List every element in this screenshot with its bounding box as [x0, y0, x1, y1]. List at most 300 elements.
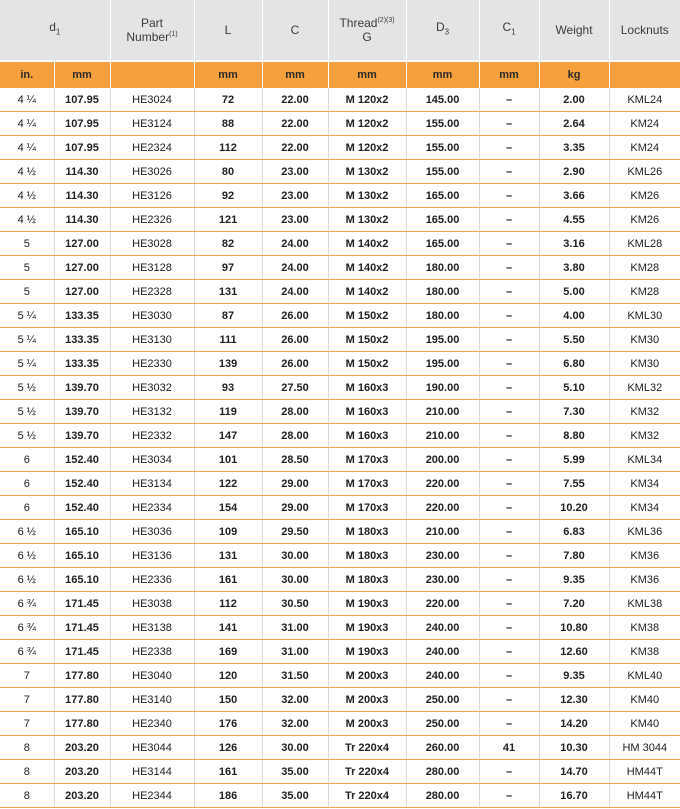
cell-d1-mm: 127.00	[54, 256, 110, 280]
cell-locknut: KM30	[609, 328, 680, 352]
cell-part-number: HE3032	[110, 376, 194, 400]
cell-l: 147	[194, 424, 262, 448]
cell-thread: M 190x3	[328, 616, 406, 640]
cell-d1-in: 6	[0, 496, 54, 520]
cell-weight: 12.30	[539, 688, 609, 712]
cell-part-number: HE2338	[110, 640, 194, 664]
cell-thread: M 190x3	[328, 640, 406, 664]
cell-d1-in: 5	[0, 280, 54, 304]
cell-c: 26.00	[262, 328, 328, 352]
table-row	[0, 688, 680, 712]
unit-cell: kg	[539, 61, 609, 88]
cell-thread: M 180x3	[328, 568, 406, 592]
cell-d1-in: 4 ¼	[0, 136, 54, 160]
cell-c1: –	[479, 616, 539, 640]
cell-d3: 180.00	[406, 256, 479, 280]
cell-part-number: HE2340	[110, 712, 194, 736]
cell-l: 82	[194, 232, 262, 256]
cell-c1: –	[479, 760, 539, 784]
cell-d3: 280.00	[406, 760, 479, 784]
cell-weight: 14.20	[539, 712, 609, 736]
cell-thread: M 170x3	[328, 472, 406, 496]
header-row	[0, 0, 680, 61]
cell-d3: 220.00	[406, 472, 479, 496]
cell-c: 23.00	[262, 184, 328, 208]
cell-d3: 195.00	[406, 352, 479, 376]
cell-d1-mm: 133.35	[54, 304, 110, 328]
cell-l: 131	[194, 280, 262, 304]
table-row	[0, 328, 680, 352]
cell-weight: 5.10	[539, 376, 609, 400]
cell-d1-mm: 107.95	[54, 88, 110, 112]
cell-c: 24.00	[262, 256, 328, 280]
cell-part-number: HE2336	[110, 568, 194, 592]
cell-locknut: KM28	[609, 256, 680, 280]
cell-weight: 12.60	[539, 640, 609, 664]
cell-c: 28.50	[262, 448, 328, 472]
cell-part-number: HE3036	[110, 520, 194, 544]
cell-c1: –	[479, 568, 539, 592]
cell-l: 80	[194, 160, 262, 184]
header-d1: $d_1$	[0, 0, 110, 61]
cell-thread: M 170x3	[328, 448, 406, 472]
header-d3: $D_3$	[406, 0, 479, 61]
cell-part-number: HE3030	[110, 304, 194, 328]
cell-d3: 195.00	[406, 328, 479, 352]
cell-d1-mm: 152.40	[54, 496, 110, 520]
cell-d1-mm: 203.20	[54, 760, 110, 784]
cell-c: 28.00	[262, 424, 328, 448]
cell-l: 119	[194, 400, 262, 424]
cell-c: 32.00	[262, 712, 328, 736]
cell-c: 23.00	[262, 160, 328, 184]
cell-l: 126	[194, 736, 262, 760]
cell-c1: –	[479, 256, 539, 280]
cell-d3: 250.00	[406, 712, 479, 736]
cell-weight: 3.16	[539, 232, 609, 256]
cell-l: 139	[194, 352, 262, 376]
cell-thread: M 150x2	[328, 328, 406, 352]
cell-locknut: KML40	[609, 664, 680, 688]
unit-cell: mm	[194, 61, 262, 88]
cell-d1-mm: 107.95	[54, 112, 110, 136]
cell-d1-in: 4 ¼	[0, 88, 54, 112]
cell-locknut: KM26	[609, 184, 680, 208]
cell-l: 97	[194, 256, 262, 280]
cell-d3: 250.00	[406, 688, 479, 712]
cell-d3: 165.00	[406, 184, 479, 208]
cell-c1: –	[479, 712, 539, 736]
cell-d1-in: 6	[0, 472, 54, 496]
cell-thread: M 200x3	[328, 712, 406, 736]
cell-weight: 9.35	[539, 664, 609, 688]
table-row	[0, 352, 680, 376]
cell-d1-mm: 171.45	[54, 640, 110, 664]
table-row	[0, 568, 680, 592]
cell-d1-in: 6 ½	[0, 520, 54, 544]
cell-thread: M 120x2	[328, 136, 406, 160]
cell-d1-mm: 133.35	[54, 328, 110, 352]
cell-thread: M 200x3	[328, 688, 406, 712]
cell-d1-mm: 171.45	[54, 616, 110, 640]
cell-part-number: HE3044	[110, 736, 194, 760]
table-row	[0, 520, 680, 544]
table-row	[0, 784, 680, 808]
cell-c: 28.00	[262, 400, 328, 424]
unit-cell	[110, 61, 194, 88]
cell-c: 31.00	[262, 640, 328, 664]
header-locknuts: Locknuts	[609, 0, 680, 61]
cell-weight: 8.80	[539, 424, 609, 448]
cell-d1-in: 4 ¼	[0, 112, 54, 136]
cell-d1-mm: 177.80	[54, 712, 110, 736]
table-row	[0, 736, 680, 760]
cell-c1: –	[479, 664, 539, 688]
cell-locknut: HM44T	[609, 760, 680, 784]
table-row	[0, 184, 680, 208]
cell-weight: 6.83	[539, 520, 609, 544]
cell-d1-mm: 177.80	[54, 688, 110, 712]
cell-weight: 6.80	[539, 352, 609, 376]
cell-part-number: HE3124	[110, 112, 194, 136]
cell-c1: –	[479, 544, 539, 568]
cell-weight: 2.64	[539, 112, 609, 136]
table-row	[0, 496, 680, 520]
cell-c: 26.00	[262, 304, 328, 328]
cell-l: 154	[194, 496, 262, 520]
cell-c1: –	[479, 448, 539, 472]
cell-thread: M 190x3	[328, 592, 406, 616]
cell-d3: 155.00	[406, 112, 479, 136]
cell-weight: 9.35	[539, 568, 609, 592]
cell-thread: Tr 220x4	[328, 736, 406, 760]
cell-weight: 5.50	[539, 328, 609, 352]
cell-locknut: KM36	[609, 544, 680, 568]
units-row	[0, 61, 680, 88]
cell-weight: 7.30	[539, 400, 609, 424]
cell-thread: M 170x3	[328, 496, 406, 520]
cell-locknut: KM24	[609, 112, 680, 136]
cell-thread: M 120x2	[328, 112, 406, 136]
cell-weight: 3.35	[539, 136, 609, 160]
cell-d3: 180.00	[406, 304, 479, 328]
table-row	[0, 232, 680, 256]
cell-locknut: KM38	[609, 640, 680, 664]
cell-d1-in: 5 ½	[0, 424, 54, 448]
cell-thread: M 140x2	[328, 232, 406, 256]
header-part-number: Part Number$^{(1)}$	[110, 0, 194, 61]
cell-d3: 155.00	[406, 136, 479, 160]
cell-l: 161	[194, 760, 262, 784]
cell-l: 120	[194, 664, 262, 688]
cell-c: 29.50	[262, 520, 328, 544]
cell-part-number: HE3126	[110, 184, 194, 208]
cell-c1: –	[479, 232, 539, 256]
cell-weight: 5.99	[539, 448, 609, 472]
cell-l: 93	[194, 376, 262, 400]
cell-c1: –	[479, 304, 539, 328]
cell-d1-mm: 139.70	[54, 376, 110, 400]
cell-d3: 210.00	[406, 424, 479, 448]
cell-c: 27.50	[262, 376, 328, 400]
cell-locknut: HM44T	[609, 784, 680, 808]
cell-part-number: HE3026	[110, 160, 194, 184]
cell-d3: 190.00	[406, 376, 479, 400]
cell-d1-mm: 203.20	[54, 736, 110, 760]
table-row	[0, 592, 680, 616]
cell-c1: –	[479, 160, 539, 184]
cell-l: 92	[194, 184, 262, 208]
cell-part-number: HE3034	[110, 448, 194, 472]
header-thread: Thread$^{(2)(3)}$ G	[328, 0, 406, 61]
cell-weight: 14.70	[539, 760, 609, 784]
cell-thread: M 160x3	[328, 400, 406, 424]
cell-c1: 41	[479, 736, 539, 760]
cell-c1: –	[479, 424, 539, 448]
cell-d3: 260.00	[406, 736, 479, 760]
cell-thread: Tr 220x4	[328, 784, 406, 808]
cell-d1-in: 5 ½	[0, 376, 54, 400]
cell-d1-in: 6	[0, 448, 54, 472]
cell-thread: M 130x2	[328, 160, 406, 184]
cell-c1: –	[479, 280, 539, 304]
cell-l: 111	[194, 328, 262, 352]
cell-locknut: KML36	[609, 520, 680, 544]
cell-d1-in: 6 ¾	[0, 616, 54, 640]
cell-weight: 7.20	[539, 592, 609, 616]
cell-d1-mm: 114.30	[54, 160, 110, 184]
cell-thread: M 180x3	[328, 544, 406, 568]
cell-weight: 4.00	[539, 304, 609, 328]
cell-weight: 10.80	[539, 616, 609, 640]
cell-d3: 165.00	[406, 232, 479, 256]
cell-d1-in: 5	[0, 232, 54, 256]
table-row	[0, 304, 680, 328]
cell-c1: –	[479, 784, 539, 808]
cell-thread: M 150x2	[328, 352, 406, 376]
cell-locknut: KM36	[609, 568, 680, 592]
table-row	[0, 136, 680, 160]
cell-c: 31.50	[262, 664, 328, 688]
cell-thread: M 160x3	[328, 424, 406, 448]
cell-weight: 3.66	[539, 184, 609, 208]
cell-c: 35.00	[262, 760, 328, 784]
cell-d1-mm: 133.35	[54, 352, 110, 376]
cell-thread: M 120x2	[328, 88, 406, 112]
cell-c1: –	[479, 136, 539, 160]
cell-weight: 7.80	[539, 544, 609, 568]
cell-weight: 4.55	[539, 208, 609, 232]
cell-d1-in: 5	[0, 256, 54, 280]
cell-d1-in: 6 ¾	[0, 640, 54, 664]
cell-thread: Tr 220x4	[328, 760, 406, 784]
cell-thread: M 200x3	[328, 664, 406, 688]
cell-c: 30.00	[262, 736, 328, 760]
cell-d3: 280.00	[406, 784, 479, 808]
cell-d1-in: 6 ½	[0, 568, 54, 592]
cell-d1-mm: 139.70	[54, 400, 110, 424]
cell-l: 109	[194, 520, 262, 544]
cell-l: 176	[194, 712, 262, 736]
cell-thread: M 180x3	[328, 520, 406, 544]
cell-d3: 210.00	[406, 400, 479, 424]
table-row	[0, 472, 680, 496]
cell-part-number: HE2330	[110, 352, 194, 376]
cell-weight: 2.90	[539, 160, 609, 184]
cell-d1-mm: 152.40	[54, 472, 110, 496]
cell-l: 87	[194, 304, 262, 328]
cell-locknut: KM40	[609, 712, 680, 736]
cell-part-number: HE2334	[110, 496, 194, 520]
cell-d1-mm: 107.95	[54, 136, 110, 160]
unit-cell	[609, 61, 680, 88]
cell-c1: –	[479, 376, 539, 400]
cell-d1-mm: 165.10	[54, 568, 110, 592]
cell-part-number: HE3128	[110, 256, 194, 280]
cell-weight: 10.20	[539, 496, 609, 520]
cell-c: 30.50	[262, 592, 328, 616]
table-row	[0, 256, 680, 280]
cell-d3: 165.00	[406, 208, 479, 232]
cell-weight: 10.30	[539, 736, 609, 760]
cell-locknut: KM26	[609, 208, 680, 232]
unit-cell: mm	[262, 61, 328, 88]
cell-weight: 2.00	[539, 88, 609, 112]
unit-cell: mm	[406, 61, 479, 88]
cell-d1-in: 5 ¼	[0, 304, 54, 328]
cell-part-number: HE3040	[110, 664, 194, 688]
table-row	[0, 760, 680, 784]
cell-c1: –	[479, 352, 539, 376]
header-c1: $C_1$	[479, 0, 539, 61]
cell-c: 23.00	[262, 208, 328, 232]
cell-d1-in: 5 ½	[0, 400, 54, 424]
cell-d1-mm: 152.40	[54, 448, 110, 472]
cell-l: 122	[194, 472, 262, 496]
cell-weight: 16.70	[539, 784, 609, 808]
table-row	[0, 664, 680, 688]
cell-part-number: HE2344	[110, 784, 194, 808]
unit-cell: mm	[479, 61, 539, 88]
cell-d1-mm: 127.00	[54, 232, 110, 256]
cell-d3: 180.00	[406, 280, 479, 304]
table-row	[0, 400, 680, 424]
cell-d1-in: 7	[0, 664, 54, 688]
cell-c: 31.00	[262, 616, 328, 640]
cell-locknut: KML34	[609, 448, 680, 472]
cell-c: 22.00	[262, 112, 328, 136]
cell-c1: –	[479, 208, 539, 232]
cell-l: 141	[194, 616, 262, 640]
cell-c: 26.00	[262, 352, 328, 376]
cell-d3: 155.00	[406, 160, 479, 184]
cell-c1: –	[479, 520, 539, 544]
cell-part-number: HE2328	[110, 280, 194, 304]
cell-l: 121	[194, 208, 262, 232]
cell-c: 30.00	[262, 544, 328, 568]
cell-d1-in: 4 ½	[0, 160, 54, 184]
cell-d3: 240.00	[406, 664, 479, 688]
table-row	[0, 160, 680, 184]
cell-c: 22.00	[262, 136, 328, 160]
table-row	[0, 424, 680, 448]
cell-l: 169	[194, 640, 262, 664]
cell-weight: 5.00	[539, 280, 609, 304]
cell-c: 30.00	[262, 568, 328, 592]
cell-d3: 240.00	[406, 640, 479, 664]
cell-d1-in: 6 ¾	[0, 592, 54, 616]
cell-d1-mm: 203.20	[54, 784, 110, 808]
cell-weight: 3.80	[539, 256, 609, 280]
cell-locknut: KM30	[609, 352, 680, 376]
cell-locknut: KM34	[609, 472, 680, 496]
cell-locknut: KML28	[609, 232, 680, 256]
cell-part-number: HE2324	[110, 136, 194, 160]
cell-locknut: KM40	[609, 688, 680, 712]
cell-d1-mm: 114.30	[54, 208, 110, 232]
cell-c1: –	[479, 472, 539, 496]
cell-l: 112	[194, 136, 262, 160]
cell-c1: –	[479, 688, 539, 712]
cell-locknut: KM28	[609, 280, 680, 304]
cell-d3: 220.00	[406, 592, 479, 616]
cell-l: 186	[194, 784, 262, 808]
cell-locknut: KML24	[609, 88, 680, 112]
cell-part-number: HE3038	[110, 592, 194, 616]
table-row	[0, 712, 680, 736]
cell-c: 29.00	[262, 472, 328, 496]
unit-cell: mm	[54, 61, 110, 88]
cell-weight: 7.55	[539, 472, 609, 496]
cell-thread: M 130x2	[328, 208, 406, 232]
cell-locknut: KML26	[609, 160, 680, 184]
cell-thread: M 140x2	[328, 256, 406, 280]
cell-locknut: KM38	[609, 616, 680, 640]
cell-c: 24.00	[262, 280, 328, 304]
cell-d3: 210.00	[406, 520, 479, 544]
cell-c: 24.00	[262, 232, 328, 256]
cell-part-number: HE3144	[110, 760, 194, 784]
header-l: L	[194, 0, 262, 61]
cell-l: 150	[194, 688, 262, 712]
table-row	[0, 112, 680, 136]
cell-part-number: HE3132	[110, 400, 194, 424]
cell-d3: 230.00	[406, 544, 479, 568]
table-row	[0, 544, 680, 568]
unit-cell: mm	[328, 61, 406, 88]
cell-c1: –	[479, 88, 539, 112]
table-row	[0, 640, 680, 664]
cell-locknut: KML38	[609, 592, 680, 616]
cell-locknut: KML30	[609, 304, 680, 328]
cell-d1-mm: 177.80	[54, 664, 110, 688]
cell-d1-mm: 114.30	[54, 184, 110, 208]
cell-thread: M 160x3	[328, 376, 406, 400]
cell-d1-in: 5 ¼	[0, 352, 54, 376]
cell-d3: 230.00	[406, 568, 479, 592]
cell-part-number: HE2326	[110, 208, 194, 232]
cell-c: 35.00	[262, 784, 328, 808]
cell-part-number: HE3138	[110, 616, 194, 640]
table-row	[0, 88, 680, 112]
cell-part-number: HE3028	[110, 232, 194, 256]
cell-thread: M 140x2	[328, 280, 406, 304]
header-weight: Weight	[539, 0, 609, 61]
cell-d1-mm: 165.10	[54, 544, 110, 568]
cell-d3: 220.00	[406, 496, 479, 520]
cell-locknut: HM 3044	[609, 736, 680, 760]
cell-d3: 145.00	[406, 88, 479, 112]
